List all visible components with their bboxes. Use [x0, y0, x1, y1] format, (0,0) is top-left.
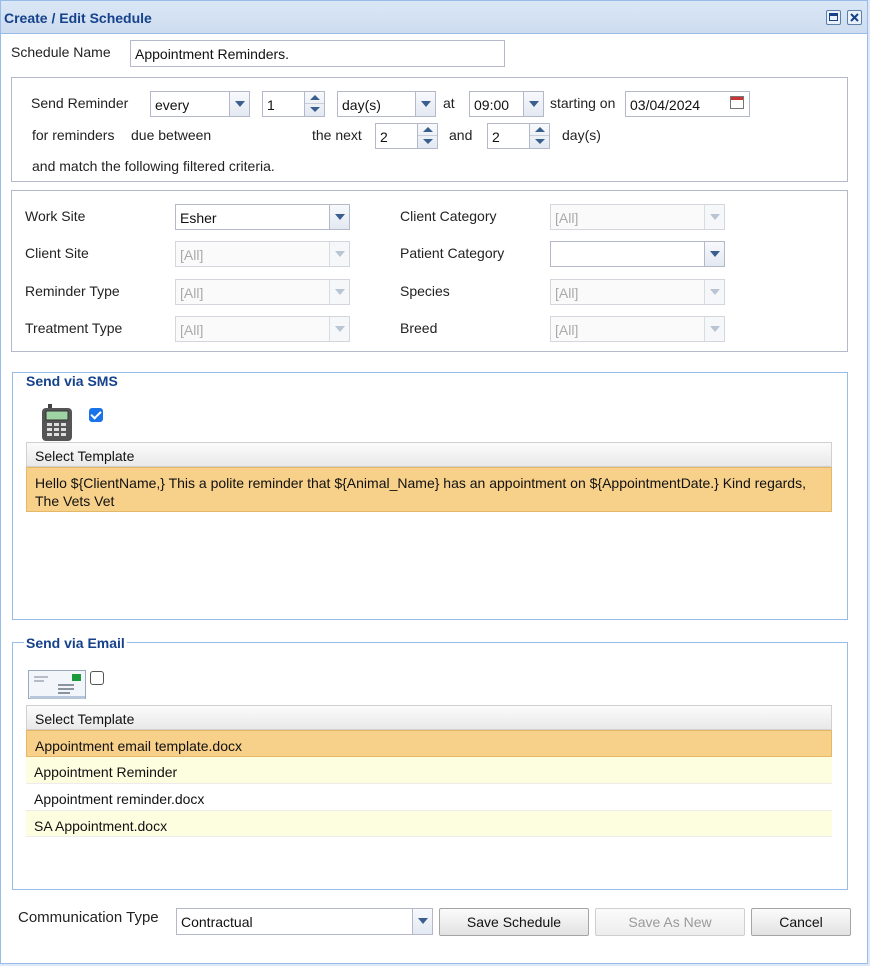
- treatment-type-label: Treatment Type: [25, 320, 123, 336]
- sms-template-text: Hello ${ClientName,} This a polite reminder that ${Animal_Name} has an appointment on ${AppointmentDate.} Kind regards, The Vets Vet: [35, 475, 806, 509]
- breed-select[interactable]: [550, 316, 725, 342]
- time-value: 09:00: [474, 97, 510, 113]
- species-value: [All]: [555, 285, 579, 301]
- next-days-stepper[interactable]: [375, 123, 438, 149]
- chevron-down-icon[interactable]: [704, 280, 724, 304]
- chevron-down-icon[interactable]: [229, 92, 249, 116]
- chevron-down-icon[interactable]: [329, 280, 349, 304]
- email-template-row[interactable]: [26, 757, 832, 784]
- email-template-header-label: Select Template: [35, 711, 135, 727]
- and-days-stepper[interactable]: [487, 123, 550, 149]
- sms-section-title: Send via SMS: [26, 373, 118, 389]
- unit-select[interactable]: [337, 91, 436, 117]
- email-enabled-checkbox[interactable]: [90, 671, 104, 685]
- for-reminders-label: for reminders: [32, 127, 115, 143]
- spinner-icon[interactable]: [304, 92, 324, 116]
- envelope-icon: [28, 670, 86, 700]
- chevron-down-icon[interactable]: [412, 909, 432, 934]
- species-select[interactable]: [550, 279, 725, 305]
- calendar-icon[interactable]: [727, 92, 749, 116]
- reminder-type-label: Reminder Type: [25, 283, 120, 299]
- treatment-type-select[interactable]: [175, 316, 350, 342]
- spinner-icon[interactable]: [529, 124, 549, 148]
- next-days-value: 2: [380, 129, 388, 145]
- days-label: day(s): [562, 127, 601, 143]
- client-site-label: Client Site: [25, 245, 89, 261]
- work-site-select[interactable]: [175, 204, 350, 230]
- dialog-body: [1, 34, 867, 963]
- chevron-down-icon[interactable]: [704, 205, 724, 229]
- save-as-new-button[interactable]: Save As New: [595, 908, 745, 936]
- window-titlebar[interactable]: [1, 1, 867, 34]
- sms-template-grid: [26, 442, 832, 512]
- interval-value: 1: [267, 97, 275, 113]
- unit-value: day(s): [342, 97, 381, 113]
- save-schedule-button[interactable]: Save Schedule: [439, 908, 589, 936]
- breed-value: [All]: [555, 322, 579, 338]
- schedule-name-label: Schedule Name: [11, 44, 111, 60]
- email-template-grid: [26, 705, 832, 837]
- client-category-select[interactable]: [550, 204, 725, 230]
- chevron-down-icon[interactable]: [523, 92, 543, 116]
- chevron-down-icon[interactable]: [704, 242, 724, 266]
- client-category-label: Client Category: [400, 208, 497, 224]
- and-label: and: [449, 127, 473, 143]
- close-icon[interactable]: [847, 10, 862, 25]
- email-template-row[interactable]: [26, 784, 832, 811]
- sms-enabled-checkbox[interactable]: [89, 408, 103, 422]
- time-select[interactable]: [469, 91, 544, 117]
- species-label: Species: [400, 283, 450, 299]
- match-criteria-label: and match the following filtered criteria.: [32, 158, 275, 174]
- email-template-header[interactable]: [26, 705, 832, 730]
- email-template-row[interactable]: [26, 811, 832, 837]
- sms-template-header[interactable]: [26, 442, 832, 467]
- reminder-type-select[interactable]: [175, 279, 350, 305]
- schedule-name-input[interactable]: [130, 40, 505, 67]
- start-date-value: 03/04/2024: [630, 97, 701, 113]
- email-template-text: Appointment email template.docx: [35, 738, 242, 754]
- work-site-label: Work Site: [25, 208, 86, 224]
- patient-category-select[interactable]: [550, 241, 725, 267]
- start-date-input[interactable]: [625, 91, 750, 117]
- spinner-icon[interactable]: [417, 124, 437, 148]
- reminder-type-value: [All]: [180, 285, 204, 301]
- cancel-button[interactable]: Cancel: [751, 908, 851, 936]
- chevron-down-icon[interactable]: [415, 92, 435, 116]
- sms-template-row[interactable]: [26, 467, 832, 512]
- send-reminder-label: Send Reminder: [31, 95, 129, 111]
- patient-category-label: Patient Category: [400, 245, 505, 261]
- the-next-label: the next: [312, 127, 362, 143]
- chevron-down-icon[interactable]: [704, 317, 724, 341]
- email-template-text: Appointment reminder.docx: [34, 791, 205, 807]
- chevron-down-icon[interactable]: [329, 205, 349, 229]
- email-template-text: Appointment Reminder: [34, 764, 178, 780]
- email-template-text: SA Appointment.docx: [34, 818, 168, 834]
- work-site-value: Esher: [180, 210, 217, 226]
- phone-icon: [41, 404, 73, 442]
- client-site-value: [All]: [180, 247, 204, 263]
- email-template-row[interactable]: [26, 730, 832, 757]
- breed-label: Breed: [400, 320, 438, 336]
- chevron-down-icon[interactable]: [329, 242, 349, 266]
- communication-type-value: Contractual: [181, 914, 253, 930]
- maximize-icon[interactable]: [826, 10, 841, 25]
- client-site-select[interactable]: [175, 241, 350, 267]
- sms-template-header-label: Select Template: [35, 448, 135, 464]
- interval-stepper[interactable]: [262, 91, 325, 117]
- starting-on-label: starting on: [550, 95, 616, 111]
- and-days-value: 2: [492, 129, 500, 145]
- email-section-title: Send via Email: [26, 635, 125, 651]
- due-between-label: due between: [131, 127, 212, 143]
- frequency-value: every: [155, 97, 190, 113]
- treatment-type-value: [All]: [180, 322, 204, 338]
- chevron-down-icon[interactable]: [329, 317, 349, 341]
- frequency-select[interactable]: [150, 91, 250, 117]
- at-label: at: [443, 95, 455, 111]
- communication-type-label: Communication Type: [18, 909, 159, 926]
- communication-type-select[interactable]: [176, 908, 433, 935]
- client-category-value: [All]: [555, 210, 579, 226]
- window-title: Create / Edit Schedule: [4, 10, 152, 26]
- schedule-name-value: Appointment Reminders.: [135, 46, 290, 62]
